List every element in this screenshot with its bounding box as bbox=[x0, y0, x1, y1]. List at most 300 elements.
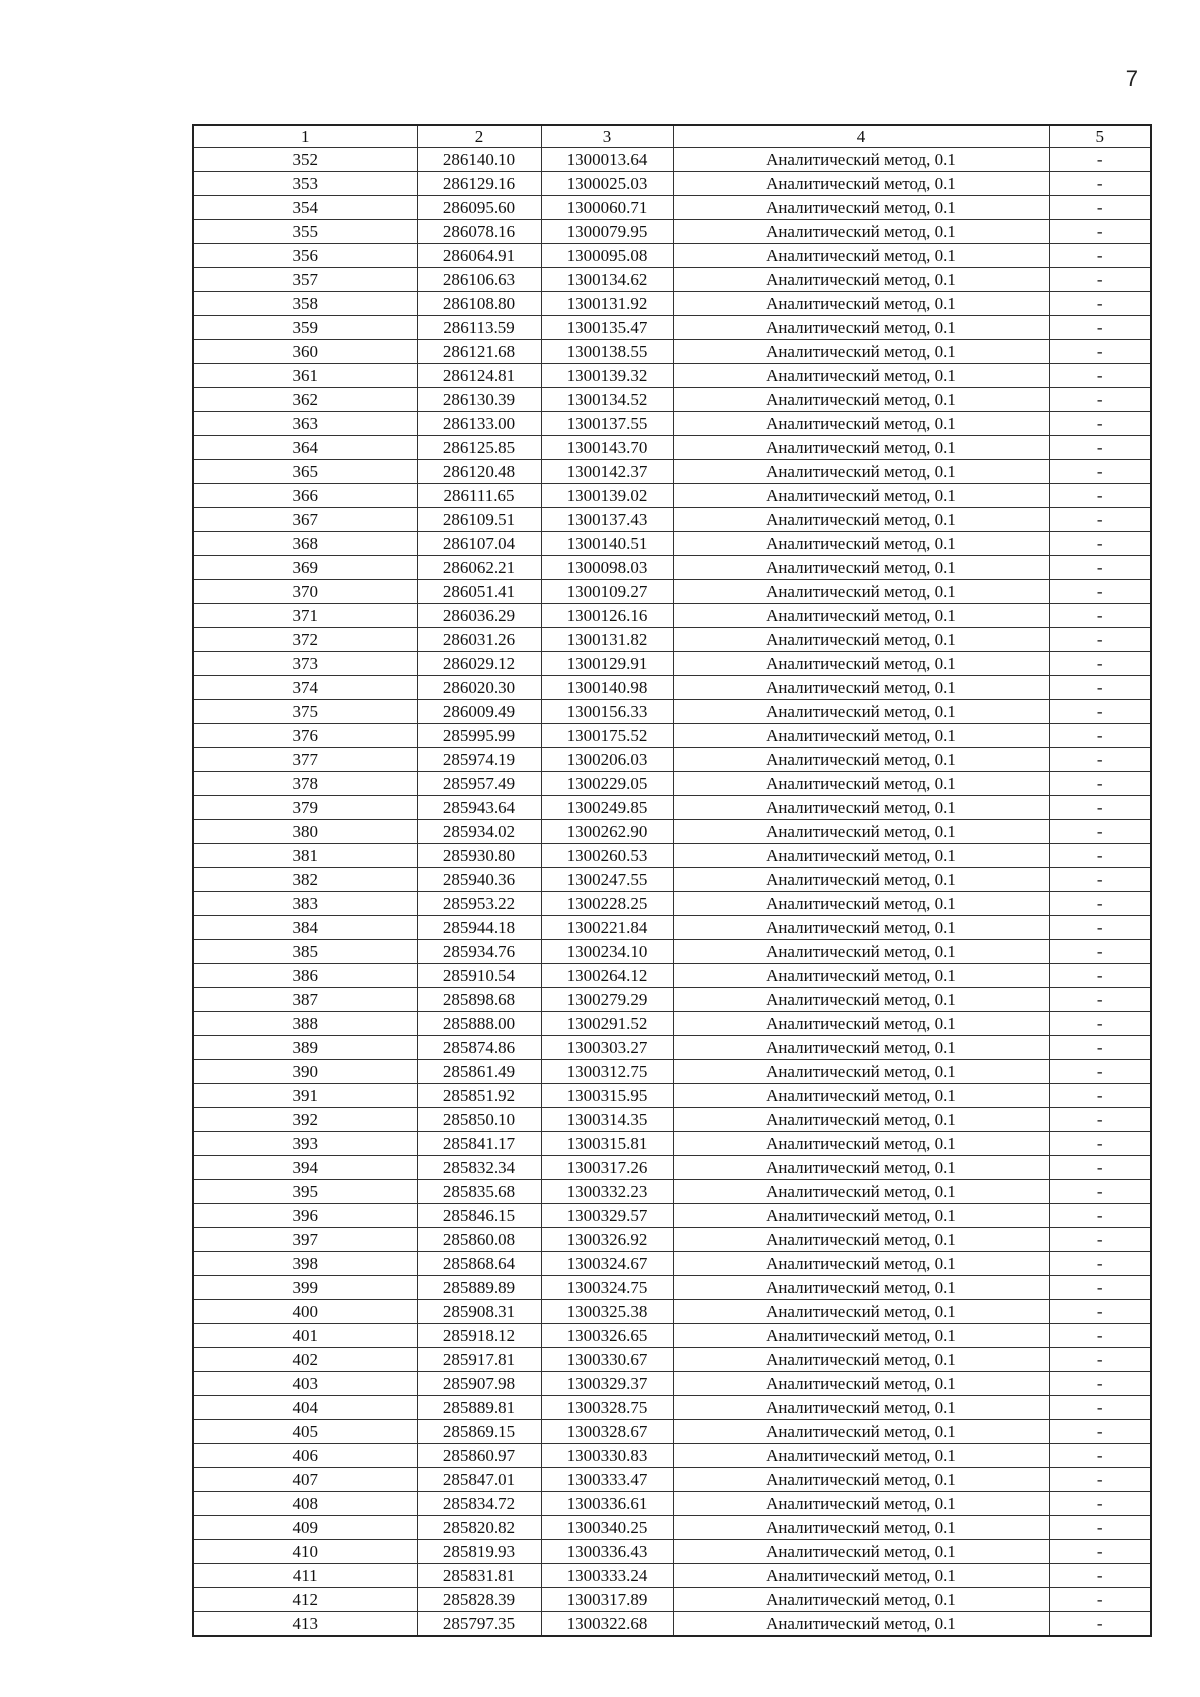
table-row bbox=[193, 1324, 1151, 1348]
table-row bbox=[193, 1420, 1151, 1444]
table-row bbox=[193, 1012, 1151, 1036]
method-accuracy-cell: Аналитический метод, 0.1 bbox=[673, 1228, 1049, 1252]
table-row bbox=[193, 772, 1151, 796]
note-cell: - bbox=[1049, 892, 1151, 916]
x-coordinate-cell: 286009.49 bbox=[417, 700, 541, 724]
method-accuracy-cell: Аналитический метод, 0.1 bbox=[673, 244, 1049, 268]
x-coordinate-cell: 286124.81 bbox=[417, 364, 541, 388]
y-coordinate-cell: 1300312.75 bbox=[541, 1060, 673, 1084]
note-cell: - bbox=[1049, 988, 1151, 1012]
x-coordinate-cell: 286133.00 bbox=[417, 412, 541, 436]
table-row bbox=[193, 700, 1151, 724]
method-accuracy-cell: Аналитический метод, 0.1 bbox=[673, 748, 1049, 772]
table-row bbox=[193, 988, 1151, 1012]
note-cell: - bbox=[1049, 652, 1151, 676]
method-accuracy-cell: Аналитический метод, 0.1 bbox=[673, 484, 1049, 508]
table-row bbox=[193, 1156, 1151, 1180]
method-accuracy-cell: Аналитический метод, 0.1 bbox=[673, 1300, 1049, 1324]
y-coordinate-cell: 1300156.33 bbox=[541, 700, 673, 724]
note-cell: - bbox=[1049, 1516, 1151, 1540]
x-coordinate-cell: 285888.00 bbox=[417, 1012, 541, 1036]
note-cell: - bbox=[1049, 1132, 1151, 1156]
method-accuracy-cell: Аналитический метод, 0.1 bbox=[673, 556, 1049, 580]
table-row bbox=[193, 1084, 1151, 1108]
method-accuracy-cell: Аналитический метод, 0.1 bbox=[673, 700, 1049, 724]
table-row bbox=[193, 532, 1151, 556]
y-coordinate-cell: 1300135.47 bbox=[541, 316, 673, 340]
y-coordinate-cell: 1300139.02 bbox=[541, 484, 673, 508]
method-accuracy-cell: Аналитический метод, 0.1 bbox=[673, 148, 1049, 172]
note-cell: - bbox=[1049, 508, 1151, 532]
point-number-cell: 360 bbox=[193, 340, 417, 364]
x-coordinate-cell: 286111.65 bbox=[417, 484, 541, 508]
column-header-2: 2 bbox=[417, 125, 541, 148]
point-number-cell: 386 bbox=[193, 964, 417, 988]
point-number-cell: 384 bbox=[193, 916, 417, 940]
point-number-cell: 379 bbox=[193, 796, 417, 820]
y-coordinate-cell: 1300328.67 bbox=[541, 1420, 673, 1444]
method-accuracy-cell: Аналитический метод, 0.1 bbox=[673, 1276, 1049, 1300]
point-number-cell: 403 bbox=[193, 1372, 417, 1396]
note-cell: - bbox=[1049, 1084, 1151, 1108]
note-cell: - bbox=[1049, 412, 1151, 436]
x-coordinate-cell: 285828.39 bbox=[417, 1588, 541, 1612]
point-number-cell: 400 bbox=[193, 1300, 417, 1324]
method-accuracy-cell: Аналитический метод, 0.1 bbox=[673, 1180, 1049, 1204]
table-row bbox=[193, 412, 1151, 436]
table-row bbox=[193, 1588, 1151, 1612]
y-coordinate-cell: 1300333.24 bbox=[541, 1564, 673, 1588]
note-cell: - bbox=[1049, 220, 1151, 244]
method-accuracy-cell: Аналитический метод, 0.1 bbox=[673, 508, 1049, 532]
x-coordinate-cell: 285943.64 bbox=[417, 796, 541, 820]
y-coordinate-cell: 1300329.37 bbox=[541, 1372, 673, 1396]
point-number-cell: 392 bbox=[193, 1108, 417, 1132]
y-coordinate-cell: 1300315.81 bbox=[541, 1132, 673, 1156]
table-row bbox=[193, 196, 1151, 220]
table-row bbox=[193, 484, 1151, 508]
point-number-cell: 353 bbox=[193, 172, 417, 196]
y-coordinate-cell: 1300330.83 bbox=[541, 1444, 673, 1468]
point-number-cell: 359 bbox=[193, 316, 417, 340]
table-row bbox=[193, 1300, 1151, 1324]
y-coordinate-cell: 1300140.51 bbox=[541, 532, 673, 556]
y-coordinate-cell: 1300291.52 bbox=[541, 1012, 673, 1036]
note-cell: - bbox=[1049, 1468, 1151, 1492]
y-coordinate-cell: 1300229.05 bbox=[541, 772, 673, 796]
x-coordinate-cell: 285850.10 bbox=[417, 1108, 541, 1132]
method-accuracy-cell: Аналитический метод, 0.1 bbox=[673, 412, 1049, 436]
x-coordinate-cell: 285832.34 bbox=[417, 1156, 541, 1180]
method-accuracy-cell: Аналитический метод, 0.1 bbox=[673, 1492, 1049, 1516]
table-row bbox=[193, 652, 1151, 676]
y-coordinate-cell: 1300134.62 bbox=[541, 268, 673, 292]
note-cell: - bbox=[1049, 484, 1151, 508]
table-row bbox=[193, 604, 1151, 628]
point-number-cell: 369 bbox=[193, 556, 417, 580]
y-coordinate-cell: 1300264.12 bbox=[541, 964, 673, 988]
note-cell: - bbox=[1049, 820, 1151, 844]
y-coordinate-cell: 1300324.67 bbox=[541, 1252, 673, 1276]
x-coordinate-cell: 285944.18 bbox=[417, 916, 541, 940]
y-coordinate-cell: 1300336.61 bbox=[541, 1492, 673, 1516]
y-coordinate-cell: 1300279.29 bbox=[541, 988, 673, 1012]
note-cell: - bbox=[1049, 1324, 1151, 1348]
table-row bbox=[193, 916, 1151, 940]
method-accuracy-cell: Аналитический метод, 0.1 bbox=[673, 1252, 1049, 1276]
x-coordinate-cell: 285934.02 bbox=[417, 820, 541, 844]
point-number-cell: 401 bbox=[193, 1324, 417, 1348]
point-number-cell: 363 bbox=[193, 412, 417, 436]
method-accuracy-cell: Аналитический метод, 0.1 bbox=[673, 1132, 1049, 1156]
point-number-cell: 406 bbox=[193, 1444, 417, 1468]
note-cell: - bbox=[1049, 460, 1151, 484]
y-coordinate-cell: 1300137.43 bbox=[541, 508, 673, 532]
y-coordinate-cell: 1300109.27 bbox=[541, 580, 673, 604]
point-number-cell: 373 bbox=[193, 652, 417, 676]
method-accuracy-cell: Аналитический метод, 0.1 bbox=[673, 1108, 1049, 1132]
y-coordinate-cell: 1300315.95 bbox=[541, 1084, 673, 1108]
method-accuracy-cell: Аналитический метод, 0.1 bbox=[673, 1084, 1049, 1108]
point-number-cell: 377 bbox=[193, 748, 417, 772]
y-coordinate-cell: 1300324.75 bbox=[541, 1276, 673, 1300]
point-number-cell: 380 bbox=[193, 820, 417, 844]
point-number-cell: 371 bbox=[193, 604, 417, 628]
note-cell: - bbox=[1049, 628, 1151, 652]
note-cell: - bbox=[1049, 1444, 1151, 1468]
method-accuracy-cell: Аналитический метод, 0.1 bbox=[673, 1516, 1049, 1540]
point-number-cell: 358 bbox=[193, 292, 417, 316]
x-coordinate-cell: 285908.31 bbox=[417, 1300, 541, 1324]
point-number-cell: 402 bbox=[193, 1348, 417, 1372]
column-header-3: 3 bbox=[541, 125, 673, 148]
point-number-cell: 354 bbox=[193, 196, 417, 220]
point-number-cell: 411 bbox=[193, 1564, 417, 1588]
x-coordinate-cell: 286095.60 bbox=[417, 196, 541, 220]
table-row bbox=[193, 1276, 1151, 1300]
note-cell: - bbox=[1049, 1108, 1151, 1132]
method-accuracy-cell: Аналитический метод, 0.1 bbox=[673, 220, 1049, 244]
y-coordinate-cell: 1300336.43 bbox=[541, 1540, 673, 1564]
x-coordinate-cell: 285889.89 bbox=[417, 1276, 541, 1300]
point-number-cell: 393 bbox=[193, 1132, 417, 1156]
table-row bbox=[193, 364, 1151, 388]
point-number-cell: 389 bbox=[193, 1036, 417, 1060]
y-coordinate-cell: 1300134.52 bbox=[541, 388, 673, 412]
point-number-cell: 398 bbox=[193, 1252, 417, 1276]
x-coordinate-cell: 286107.04 bbox=[417, 532, 541, 556]
y-coordinate-cell: 1300326.92 bbox=[541, 1228, 673, 1252]
method-accuracy-cell: Аналитический метод, 0.1 bbox=[673, 1420, 1049, 1444]
x-coordinate-cell: 286031.26 bbox=[417, 628, 541, 652]
note-cell: - bbox=[1049, 1564, 1151, 1588]
table-row bbox=[193, 1180, 1151, 1204]
y-coordinate-cell: 1300137.55 bbox=[541, 412, 673, 436]
method-accuracy-cell: Аналитический метод, 0.1 bbox=[673, 1348, 1049, 1372]
x-coordinate-cell: 286108.80 bbox=[417, 292, 541, 316]
method-accuracy-cell: Аналитический метод, 0.1 bbox=[673, 988, 1049, 1012]
y-coordinate-cell: 1300322.68 bbox=[541, 1612, 673, 1637]
table-row bbox=[193, 628, 1151, 652]
note-cell: - bbox=[1049, 940, 1151, 964]
point-number-cell: 357 bbox=[193, 268, 417, 292]
note-cell: - bbox=[1049, 556, 1151, 580]
x-coordinate-cell: 285957.49 bbox=[417, 772, 541, 796]
x-coordinate-cell: 285940.36 bbox=[417, 868, 541, 892]
y-coordinate-cell: 1300139.32 bbox=[541, 364, 673, 388]
method-accuracy-cell: Аналитический метод, 0.1 bbox=[673, 1588, 1049, 1612]
note-cell: - bbox=[1049, 1348, 1151, 1372]
table-row bbox=[193, 1516, 1151, 1540]
page-number: 7 bbox=[1125, 66, 1138, 91]
y-coordinate-cell: 1300333.47 bbox=[541, 1468, 673, 1492]
note-cell: - bbox=[1049, 964, 1151, 988]
method-accuracy-cell: Аналитический метод, 0.1 bbox=[673, 1468, 1049, 1492]
method-accuracy-cell: Аналитический метод, 0.1 bbox=[673, 340, 1049, 364]
note-cell: - bbox=[1049, 1588, 1151, 1612]
table-body bbox=[193, 148, 1151, 1637]
table-row bbox=[193, 1348, 1151, 1372]
x-coordinate-cell: 285974.19 bbox=[417, 748, 541, 772]
point-number-cell: 362 bbox=[193, 388, 417, 412]
note-cell: - bbox=[1049, 316, 1151, 340]
x-coordinate-cell: 285917.81 bbox=[417, 1348, 541, 1372]
point-number-cell: 409 bbox=[193, 1516, 417, 1540]
table-row bbox=[193, 844, 1151, 868]
y-coordinate-cell: 1300260.53 bbox=[541, 844, 673, 868]
table-row bbox=[193, 676, 1151, 700]
note-cell: - bbox=[1049, 1372, 1151, 1396]
y-coordinate-cell: 1300247.55 bbox=[541, 868, 673, 892]
y-coordinate-cell: 1300328.75 bbox=[541, 1396, 673, 1420]
point-number-cell: 361 bbox=[193, 364, 417, 388]
table-row bbox=[193, 460, 1151, 484]
table-row bbox=[193, 340, 1151, 364]
table-row bbox=[193, 172, 1151, 196]
y-coordinate-cell: 1300329.57 bbox=[541, 1204, 673, 1228]
point-number-cell: 407 bbox=[193, 1468, 417, 1492]
y-coordinate-cell: 1300249.85 bbox=[541, 796, 673, 820]
point-number-cell: 397 bbox=[193, 1228, 417, 1252]
method-accuracy-cell: Аналитический метод, 0.1 bbox=[673, 796, 1049, 820]
note-cell: - bbox=[1049, 1228, 1151, 1252]
point-number-cell: 366 bbox=[193, 484, 417, 508]
y-coordinate-cell: 1300234.10 bbox=[541, 940, 673, 964]
note-cell: - bbox=[1049, 388, 1151, 412]
y-coordinate-cell: 1300126.16 bbox=[541, 604, 673, 628]
method-accuracy-cell: Аналитический метод, 0.1 bbox=[673, 940, 1049, 964]
method-accuracy-cell: Аналитический метод, 0.1 bbox=[673, 1540, 1049, 1564]
note-cell: - bbox=[1049, 1180, 1151, 1204]
note-cell: - bbox=[1049, 340, 1151, 364]
method-accuracy-cell: Аналитический метод, 0.1 bbox=[673, 1372, 1049, 1396]
table-row bbox=[193, 292, 1151, 316]
table-row bbox=[193, 1132, 1151, 1156]
method-accuracy-cell: Аналитический метод, 0.1 bbox=[673, 652, 1049, 676]
method-accuracy-cell: Аналитический метод, 0.1 bbox=[673, 964, 1049, 988]
x-coordinate-cell: 286062.21 bbox=[417, 556, 541, 580]
note-cell: - bbox=[1049, 1300, 1151, 1324]
point-number-cell: 381 bbox=[193, 844, 417, 868]
table-row bbox=[193, 820, 1151, 844]
method-accuracy-cell: Аналитический метод, 0.1 bbox=[673, 1036, 1049, 1060]
y-coordinate-cell: 1300325.38 bbox=[541, 1300, 673, 1324]
table-row bbox=[193, 1492, 1151, 1516]
note-cell: - bbox=[1049, 844, 1151, 868]
x-coordinate-cell: 285834.72 bbox=[417, 1492, 541, 1516]
method-accuracy-cell: Аналитический метод, 0.1 bbox=[673, 676, 1049, 700]
x-coordinate-cell: 285860.97 bbox=[417, 1444, 541, 1468]
table-row bbox=[193, 1564, 1151, 1588]
method-accuracy-cell: Аналитический метод, 0.1 bbox=[673, 916, 1049, 940]
method-accuracy-cell: Аналитический метод, 0.1 bbox=[673, 460, 1049, 484]
point-number-cell: 387 bbox=[193, 988, 417, 1012]
point-number-cell: 410 bbox=[193, 1540, 417, 1564]
y-coordinate-cell: 1300140.98 bbox=[541, 676, 673, 700]
y-coordinate-cell: 1300138.55 bbox=[541, 340, 673, 364]
table-row bbox=[193, 1228, 1151, 1252]
point-number-cell: 352 bbox=[193, 148, 417, 172]
method-accuracy-cell: Аналитический метод, 0.1 bbox=[673, 364, 1049, 388]
x-coordinate-cell: 285930.80 bbox=[417, 844, 541, 868]
table-row bbox=[193, 508, 1151, 532]
point-number-cell: 394 bbox=[193, 1156, 417, 1180]
y-coordinate-cell: 1300326.65 bbox=[541, 1324, 673, 1348]
note-cell: - bbox=[1049, 1156, 1151, 1180]
y-coordinate-cell: 1300340.25 bbox=[541, 1516, 673, 1540]
y-coordinate-cell: 1300330.67 bbox=[541, 1348, 673, 1372]
method-accuracy-cell: Аналитический метод, 0.1 bbox=[673, 1060, 1049, 1084]
column-header-5: 5 bbox=[1049, 125, 1151, 148]
x-coordinate-cell: 286120.48 bbox=[417, 460, 541, 484]
point-number-cell: 383 bbox=[193, 892, 417, 916]
method-accuracy-cell: Аналитический метод, 0.1 bbox=[673, 628, 1049, 652]
point-number-cell: 391 bbox=[193, 1084, 417, 1108]
y-coordinate-cell: 1300332.23 bbox=[541, 1180, 673, 1204]
x-coordinate-cell: 286078.16 bbox=[417, 220, 541, 244]
x-coordinate-cell: 285953.22 bbox=[417, 892, 541, 916]
table-row bbox=[193, 580, 1151, 604]
table-row bbox=[193, 1204, 1151, 1228]
method-accuracy-cell: Аналитический метод, 0.1 bbox=[673, 172, 1049, 196]
method-accuracy-cell: Аналитический метод, 0.1 bbox=[673, 1156, 1049, 1180]
point-number-cell: 388 bbox=[193, 1012, 417, 1036]
column-header-4: 4 bbox=[673, 125, 1049, 148]
note-cell: - bbox=[1049, 1396, 1151, 1420]
table-row bbox=[193, 868, 1151, 892]
x-coordinate-cell: 285874.86 bbox=[417, 1036, 541, 1060]
point-number-cell: 355 bbox=[193, 220, 417, 244]
note-cell: - bbox=[1049, 196, 1151, 220]
point-number-cell: 378 bbox=[193, 772, 417, 796]
x-coordinate-cell: 285907.98 bbox=[417, 1372, 541, 1396]
x-coordinate-cell: 285889.81 bbox=[417, 1396, 541, 1420]
y-coordinate-cell: 1300060.71 bbox=[541, 196, 673, 220]
x-coordinate-cell: 285820.82 bbox=[417, 1516, 541, 1540]
table-row bbox=[193, 1108, 1151, 1132]
x-coordinate-cell: 285995.99 bbox=[417, 724, 541, 748]
y-coordinate-cell: 1300131.92 bbox=[541, 292, 673, 316]
method-accuracy-cell: Аналитический метод, 0.1 bbox=[673, 1396, 1049, 1420]
x-coordinate-cell: 286029.12 bbox=[417, 652, 541, 676]
table-row bbox=[193, 556, 1151, 580]
method-accuracy-cell: Аналитический метод, 0.1 bbox=[673, 196, 1049, 220]
note-cell: - bbox=[1049, 700, 1151, 724]
y-coordinate-cell: 1300013.64 bbox=[541, 148, 673, 172]
x-coordinate-cell: 286036.29 bbox=[417, 604, 541, 628]
point-number-cell: 412 bbox=[193, 1588, 417, 1612]
point-number-cell: 396 bbox=[193, 1204, 417, 1228]
point-number-cell: 385 bbox=[193, 940, 417, 964]
table-row bbox=[193, 724, 1151, 748]
note-cell: - bbox=[1049, 1276, 1151, 1300]
x-coordinate-cell: 285841.17 bbox=[417, 1132, 541, 1156]
method-accuracy-cell: Аналитический метод, 0.1 bbox=[673, 1204, 1049, 1228]
table-row bbox=[193, 796, 1151, 820]
x-coordinate-cell: 285831.81 bbox=[417, 1564, 541, 1588]
y-coordinate-cell: 1300228.25 bbox=[541, 892, 673, 916]
point-number-cell: 399 bbox=[193, 1276, 417, 1300]
note-cell: - bbox=[1049, 916, 1151, 940]
note-cell: - bbox=[1049, 292, 1151, 316]
y-coordinate-cell: 1300206.03 bbox=[541, 748, 673, 772]
point-number-cell: 395 bbox=[193, 1180, 417, 1204]
note-cell: - bbox=[1049, 772, 1151, 796]
point-number-cell: 404 bbox=[193, 1396, 417, 1420]
method-accuracy-cell: Аналитический метод, 0.1 bbox=[673, 268, 1049, 292]
x-coordinate-cell: 285869.15 bbox=[417, 1420, 541, 1444]
method-accuracy-cell: Аналитический метод, 0.1 bbox=[673, 436, 1049, 460]
y-coordinate-cell: 1300143.70 bbox=[541, 436, 673, 460]
x-coordinate-cell: 285898.68 bbox=[417, 988, 541, 1012]
note-cell: - bbox=[1049, 172, 1151, 196]
x-coordinate-cell: 285910.54 bbox=[417, 964, 541, 988]
note-cell: - bbox=[1049, 268, 1151, 292]
table-row bbox=[193, 220, 1151, 244]
point-number-cell: 382 bbox=[193, 868, 417, 892]
point-number-cell: 372 bbox=[193, 628, 417, 652]
note-cell: - bbox=[1049, 748, 1151, 772]
method-accuracy-cell: Аналитический метод, 0.1 bbox=[673, 868, 1049, 892]
method-accuracy-cell: Аналитический метод, 0.1 bbox=[673, 724, 1049, 748]
point-number-cell: 364 bbox=[193, 436, 417, 460]
point-number-cell: 370 bbox=[193, 580, 417, 604]
table-row bbox=[193, 940, 1151, 964]
method-accuracy-cell: Аналитический метод, 0.1 bbox=[673, 1012, 1049, 1036]
method-accuracy-cell: Аналитический метод, 0.1 bbox=[673, 1564, 1049, 1588]
point-number-cell: 375 bbox=[193, 700, 417, 724]
x-coordinate-cell: 285868.64 bbox=[417, 1252, 541, 1276]
note-cell: - bbox=[1049, 1060, 1151, 1084]
table-row bbox=[193, 244, 1151, 268]
x-coordinate-cell: 285797.35 bbox=[417, 1612, 541, 1637]
method-accuracy-cell: Аналитический метод, 0.1 bbox=[673, 580, 1049, 604]
coordinates-table bbox=[192, 124, 1152, 1637]
y-coordinate-cell: 1300221.84 bbox=[541, 916, 673, 940]
x-coordinate-cell: 285846.15 bbox=[417, 1204, 541, 1228]
y-coordinate-cell: 1300079.95 bbox=[541, 220, 673, 244]
column-header-1: 1 bbox=[193, 125, 417, 148]
y-coordinate-cell: 1300314.35 bbox=[541, 1108, 673, 1132]
x-coordinate-cell: 286051.41 bbox=[417, 580, 541, 604]
y-coordinate-cell: 1300175.52 bbox=[541, 724, 673, 748]
method-accuracy-cell: Аналитический метод, 0.1 bbox=[673, 292, 1049, 316]
note-cell: - bbox=[1049, 580, 1151, 604]
x-coordinate-cell: 285835.68 bbox=[417, 1180, 541, 1204]
table-row bbox=[193, 892, 1151, 916]
note-cell: - bbox=[1049, 1036, 1151, 1060]
table-row bbox=[193, 1372, 1151, 1396]
